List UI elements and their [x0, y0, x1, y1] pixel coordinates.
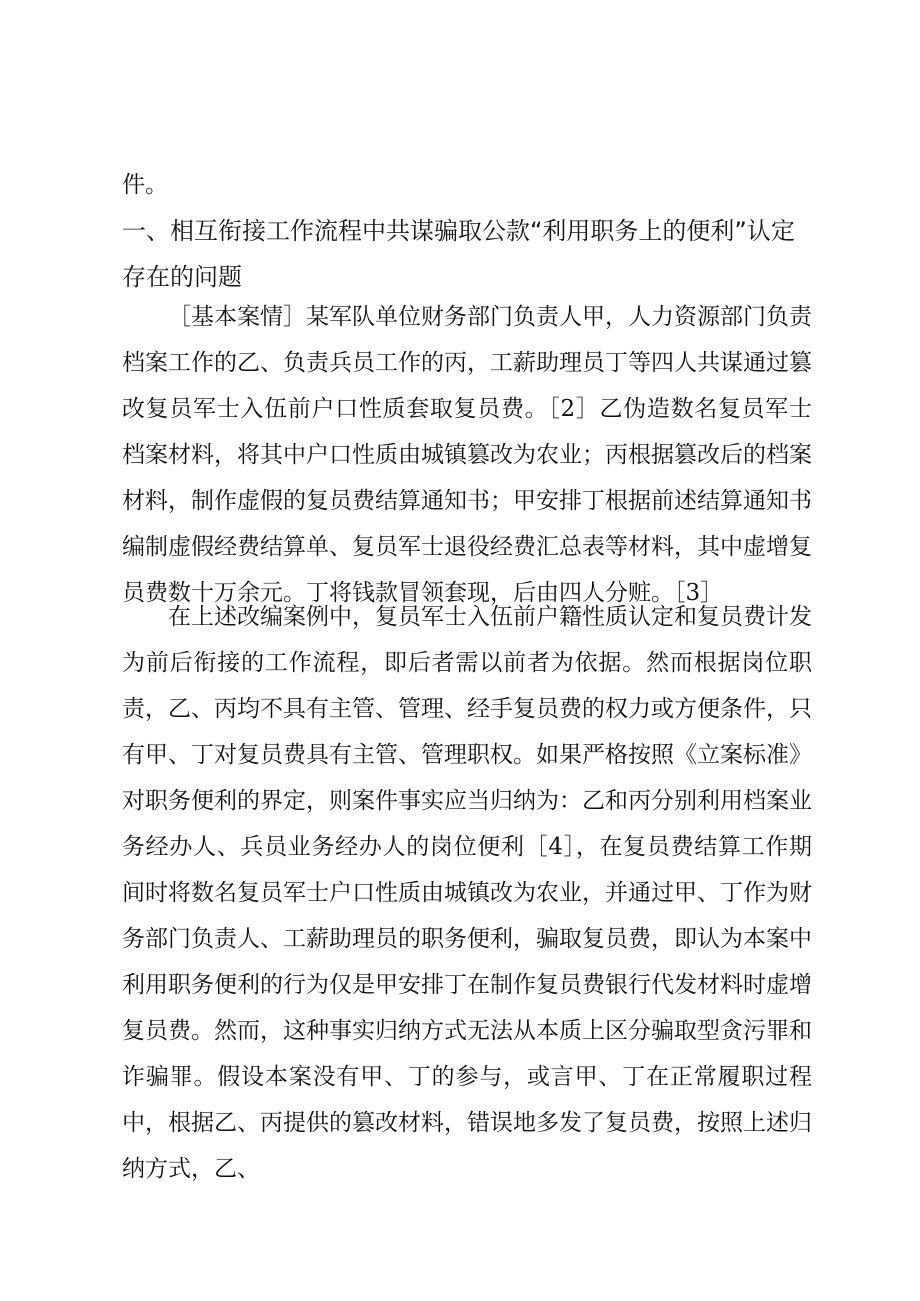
intro-text: 件。	[122, 172, 168, 198]
analysis-paragraph: 在上述改编案例中，复员军士入伍前户籍性质认定和复员费计发为前后衔接的工作流程，即后者需以前者为依据。然而根据岗位职责，乙、丙均不具有主管、管理、经手复员费的权力或方便条件，只有甲、丁对复员费具有主管、管理职权。如果严格按照《立案标准》对职务便利的界定，则案件事实应当归纳为：乙和丙分别利用档案业务经办人、兵员业务经办人的岗位便利［4］，在复员费结算工作期间时将数名复员军士户口性质由城镇改为农业，并通过甲、丁作为财务部门负责人、工薪助理员的职务便利，骗取复员费，即认为本案中利用职务便利的行为仅是甲安排丁在制作复员费银行代发材料时虚增复员费。然而，这种事实归纳方式无法从本质上区分骗取型贪污罪和诈骗罪。假设本案没有甲、丁的参与，或言甲、丁在正常履职过程中，根据乙、丙提供的篡改材料，错误地多发了复员费，按照上述归纳方式，乙、	[122, 604, 812, 1182]
section-heading: 一、相互衔接工作流程中共谋骗取公款“利用职务上的便利”认定存在的问题	[122, 217, 795, 291]
case-facts-paragraph: ［基本案情］某军队单位财务部门负责人甲，人力资源部门负责档案工作的乙、负责兵员工作的丙，工薪助理员丁等四人共谋通过篡改复员军士入伍前户口性质套取复员费。［2］乙伪造数名复员军士档案材料，将其中户口性质由城镇篡改为农业；丙根据篡改后的档案材料，制作虚假的复员费结算通知书；甲安排丁根据前述结算通知书编制虚假经费结算单、复员军士退役经费汇总表等材料，其中虚增复员费数十万余元。丁将钱款冒领套现，后由四人分赃。［3］	[122, 304, 812, 606]
